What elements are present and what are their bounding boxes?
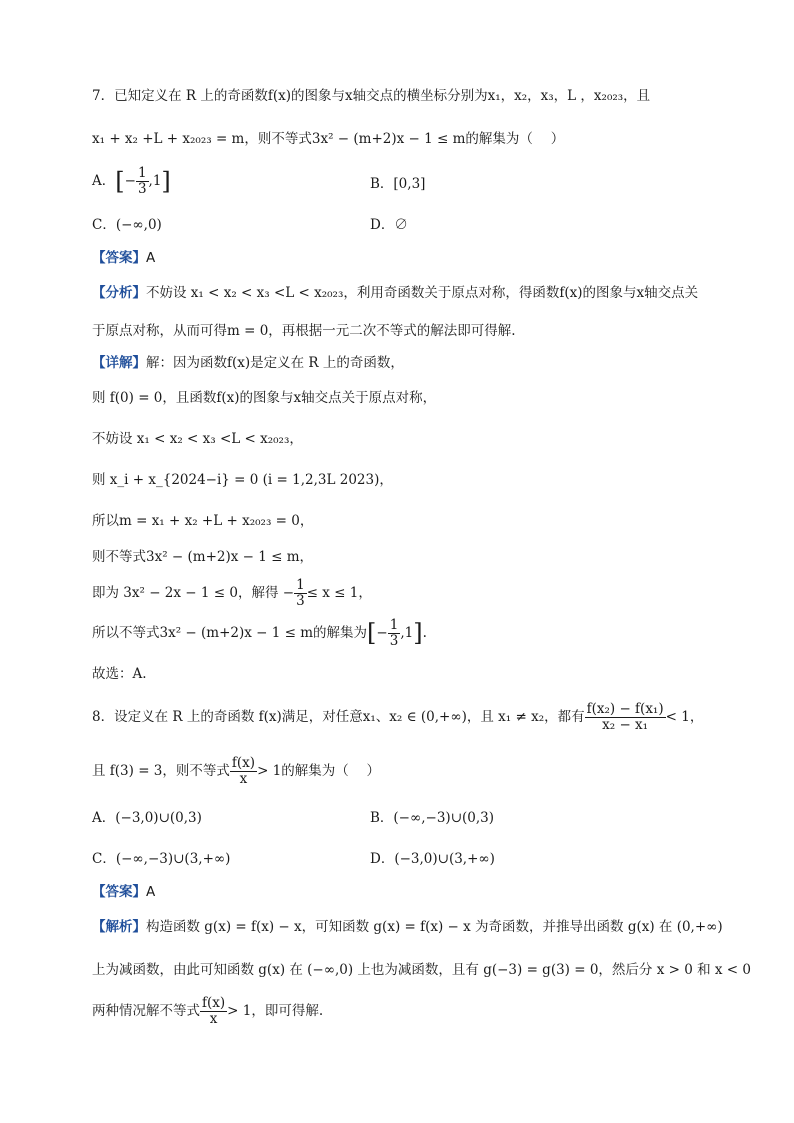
q7-analysis-text-1: 不妨设 x₁ < x₂ < x₃ <L < x₂₀₂₃，利用奇函数关于原点对称，得函数f(x)的图象与x轴交点关 bbox=[146, 285, 699, 301]
q7-conclusion: 故选：A. bbox=[92, 666, 147, 682]
q7-option-a-label: A． bbox=[92, 172, 116, 189]
q7-option-b: B．[0,3] bbox=[370, 176, 426, 192]
q8-stem-2-text: 且 f(3) = 3，则不等式 bbox=[92, 762, 230, 779]
q8-analysis-tag: 【解析】 bbox=[92, 919, 146, 935]
q8-answer bbox=[92, 884, 704, 902]
q7-analysis-tag: 【分析】 bbox=[92, 285, 146, 301]
q7-option-a-fraction bbox=[136, 166, 149, 197]
q8-analysis-3-denominator: x bbox=[209, 1010, 218, 1027]
q7-detail-8-denominator: 3 bbox=[389, 633, 399, 650]
q7-detail-7-fraction bbox=[294, 578, 307, 609]
q7-detail-tag: 【详解】 bbox=[92, 355, 146, 371]
q8-analysis-3-rest: > 1，即可得解. bbox=[227, 1002, 324, 1019]
q7-answer-tag: 【答案】 bbox=[92, 250, 146, 266]
q8-answer-value: A bbox=[146, 884, 156, 900]
q8-analysis-text-1: 构造函数 g(x) = f(x) − x，可知函数 g(x) = f(x) − x 为奇函数，并推导出函数 g(x) 在 (0,+∞) bbox=[146, 919, 723, 935]
q8-analysis-line-1 bbox=[92, 919, 723, 937]
q7-detail-line-2: 则 f(0) = 0，且函数f(x)的图象与x轴交点关于原点对称， bbox=[92, 390, 437, 406]
q7-answer-value: A bbox=[146, 250, 156, 266]
q7-stem-line-2: x₁ + x₂ +L + x₂₀₂₃ = m，则不等式3x² − (m+2)x − 1 ≤ m的解集为（ ） bbox=[92, 131, 565, 147]
q7-option-a-numerator: 1 bbox=[137, 165, 147, 181]
q7-option-a: A．[− $\frac{1}{3}$ ,1] bbox=[92, 165, 171, 197]
q8-stem-2-rest: > 1的解集为（ ） bbox=[257, 762, 381, 779]
q7-detail-text-1: 解：因为函数f(x)是定义在 R 上的奇函数， bbox=[146, 355, 404, 371]
q7-detail-line-6: 则不等式3x² − (m+2)x − 1 ≤ m， bbox=[92, 549, 314, 565]
q7-option-a-sign: − bbox=[124, 172, 136, 189]
q7-detail-8-numerator: 1 bbox=[389, 617, 399, 634]
q7-analysis-line-2: 于原点对称，从而可得m = 0，再根据一元二次不等式的解法即可得解. bbox=[92, 323, 516, 339]
q7-stem-line-1: 7．已知定义在 R 上的奇函数f(x)的图象与x轴交点的横坐标分别为x₁，x₂，x₃，L ，x₂₀₂₃，且 bbox=[92, 88, 651, 104]
q7-detail-7-text: 即为 3x² − 2x − 1 ≤ 0，解得 − bbox=[92, 584, 295, 601]
q7-analysis-line-1 bbox=[92, 285, 704, 303]
q8-stem-1-rest: < 1， bbox=[665, 708, 704, 725]
q8-stem-2-denominator: x bbox=[239, 770, 248, 787]
q7-option-a-rest: ,1 bbox=[148, 172, 162, 189]
q8-stem-line-2 bbox=[92, 756, 704, 787]
q7-detail-8-rest: ,1 bbox=[400, 625, 414, 642]
q7-option-d: D．∅ bbox=[370, 217, 408, 233]
q8-stem-1-denominator: x₂ − x₁ bbox=[602, 716, 649, 733]
q8-analysis-line-2: 上为减函数，由此可知函数 g(x) 在 (−∞,0) 上也为减函数，且有 g(−3) = g(3) = 0，然后分 x > 0 和 x < 0 bbox=[92, 962, 752, 978]
q7-detail-7-rest: ≤ x ≤ 1， bbox=[306, 584, 372, 601]
q7-detail-8-fraction bbox=[388, 618, 401, 649]
q8-analysis-3-fraction bbox=[200, 996, 227, 1027]
q8-answer-tag: 【答案】 bbox=[92, 884, 146, 900]
q8-stem-1-numerator: f(x₂) − f(x₁) bbox=[586, 701, 664, 717]
q7-detail-line-7 bbox=[92, 578, 704, 609]
q7-detail-line-1 bbox=[92, 355, 704, 373]
q8-stem-1-fraction bbox=[585, 702, 666, 733]
q8-option-d: D．(−3,0)∪(3,+∞) bbox=[370, 851, 495, 867]
q8-analysis-3-numerator: f(x) bbox=[202, 995, 226, 1011]
q8-stem-line-1 bbox=[92, 702, 704, 733]
q7-detail-line-5: 所以m = x₁ + x₂ +L + x₂₀₂₃ = 0， bbox=[92, 513, 314, 529]
q8-option-c: C．(−∞,−3)∪(3,+∞) bbox=[92, 851, 231, 867]
q8-stem-1-text: 8．设定义在 R 上的奇函数 f(x)满足，对任意x₁、x₂ ∈ (0,+∞)，且 x₁ ≠ x₂，都有 bbox=[92, 708, 585, 725]
q7-detail-line-4: 则 x_i + x_{2024−i} = 0 (i = 1,2,3L 2023)， bbox=[92, 472, 393, 488]
q8-option-a: A．(−3,0)∪(0,3) bbox=[92, 810, 202, 826]
q8-option-b: B．(−∞,−3)∪(0,3) bbox=[370, 810, 495, 826]
q7-detail-line-3: 不妨设 x₁ < x₂ < x₃ <L < x₂₀₂₃， bbox=[92, 431, 303, 447]
q8-stem-2-numerator: f(x) bbox=[231, 755, 256, 771]
q7-option-c: C．(−∞,0) bbox=[92, 217, 162, 233]
q7-detail-7-numerator: 1 bbox=[296, 577, 305, 593]
q8-analysis-line-3 bbox=[92, 996, 704, 1027]
q7-detail-8-text: 所以不等式3x² − (m+2)x − 1 ≤ m的解集为 bbox=[92, 625, 368, 642]
q7-detail-7-denominator: 3 bbox=[296, 592, 305, 609]
q7-detail-line-8: 所以不等式3x² − (m+2)x − 1 ≤ m的解集为[− $\frac{1}{3}$ ,1]. bbox=[92, 617, 427, 650]
q7-answer bbox=[92, 250, 704, 268]
q8-analysis-3-text: 两种情况解不等式 bbox=[92, 1002, 200, 1019]
q8-stem-2-fraction bbox=[230, 756, 257, 787]
q7-option-a-denominator: 3 bbox=[137, 180, 147, 197]
